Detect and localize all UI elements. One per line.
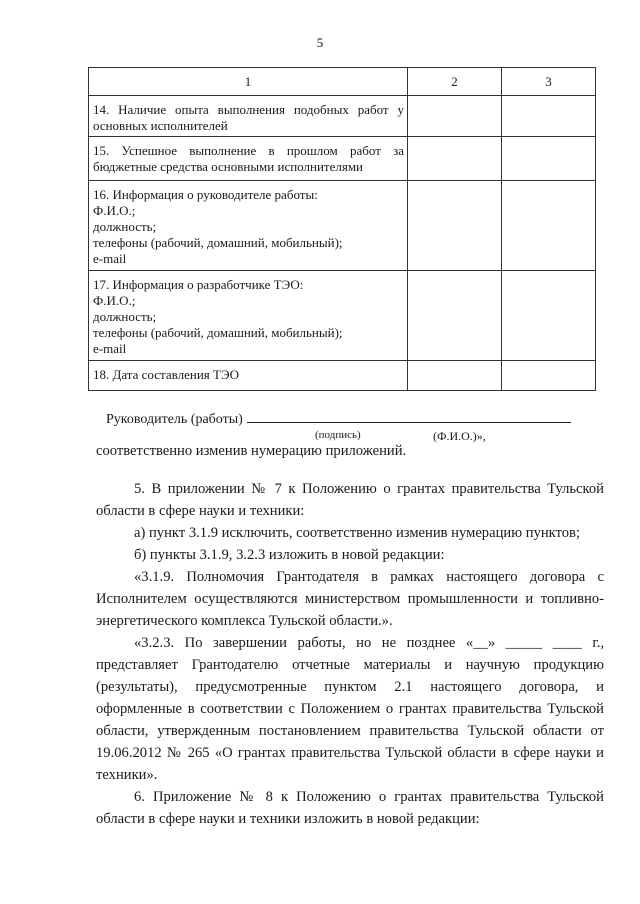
criterion-cell [89, 361, 408, 391]
criterion-text-line: бюджетные средства основными исполнителями [93, 159, 364, 174]
criterion-text-line: основных исполнителей [93, 118, 228, 133]
criterion-text-line: Ф.И.О.; [93, 293, 136, 308]
signature-caption-fio: (Ф.И.О.)», [433, 429, 486, 443]
table-row [89, 271, 596, 361]
amendment-section [96, 478, 604, 830]
value-cell[interactable] [502, 271, 596, 361]
value-cell[interactable] [408, 137, 502, 181]
paragraph-5: 5. В приложении № 7 к Положению о грантах правительства Тульской области в сфере науки и техники: [96, 481, 604, 519]
criterion-text-line: Ф.И.О.; [93, 203, 136, 218]
value-cell[interactable] [408, 271, 502, 361]
paragraph: соответственно изменив нумерацию приложений. [96, 443, 407, 459]
table-header-row [89, 68, 596, 96]
column-header: 1 [89, 68, 408, 96]
value-cell[interactable] [502, 361, 596, 391]
criterion-cell [89, 96, 408, 137]
criterion-text-line: телефоны (рабочий, домашний, мобильный); [93, 235, 343, 250]
criterion-cell [89, 271, 408, 361]
renumber-note [96, 440, 604, 462]
criterion-text-line: должность; [93, 219, 157, 234]
paragraph-5b: б) пункты 3.1.9, 3.2.3 изложить в новой редакции: [134, 547, 445, 563]
signature-underline [247, 408, 571, 423]
table-row [89, 137, 596, 181]
criterion-text-line: 15. Успешное выполнение в прошлом работ за [93, 143, 404, 158]
signature-caption-podpis: (подпись) [315, 429, 361, 441]
value-cell[interactable] [502, 96, 596, 137]
table-row [89, 361, 596, 391]
criterion-text-line: 17. Информация о разработчике ТЭО: [93, 277, 304, 292]
paragraph-3-1-9: «3.1.9. Полномочия Грантодателя в рамках настоящего договора с Исполнителем осуществляются министерством промышленности и топливно-энергетического комплекса Тульской области.». [96, 569, 604, 629]
criterion-cell [89, 181, 408, 271]
value-cell[interactable] [408, 96, 502, 137]
paragraph-3-2-3: «3.2.3. По завершении работы, но не позднее «__» _____ ____ г., представляет Грантодателю отчетные материалы и научную продукцию (результаты), предусмотренные пунктом 2.1 настоящего договора, и оформленные в соответствии с Положением о грантах правительства Тульской области, утвержденным постановлением правительства Тульской области от 19.06.2012 № 265 «О грантах правительства Тульской области в сфере науки и техники». [96, 635, 604, 783]
criterion-text-line: телефоны (рабочий, домашний, мобильный); [93, 325, 343, 340]
criterion-text-line: должность; [93, 309, 157, 324]
value-cell[interactable] [408, 361, 502, 391]
criterion-text-line: e-mail [93, 341, 127, 356]
table-row [89, 96, 596, 137]
signature-line [106, 408, 571, 428]
value-cell[interactable] [408, 181, 502, 271]
table-row [89, 181, 596, 271]
column-header: 2 [408, 68, 502, 96]
criterion-text-line: 18. Дата составления ТЭО [93, 367, 240, 382]
signature-label: Руководитель (работы) [106, 412, 243, 427]
criterion-cell [89, 137, 408, 181]
column-header: 3 [502, 68, 596, 96]
paragraph-5a: а) пункт 3.1.9 исключить, соответственно изменив нумерацию пунктов; [134, 525, 580, 541]
criterion-text-line: 16. Информация о руководителе работы: [93, 187, 318, 202]
criterion-text-line: 14. Наличие опыта выполнения подобных работ у [93, 102, 404, 117]
value-cell[interactable] [502, 181, 596, 271]
criterion-text-line: e-mail [93, 251, 127, 266]
value-cell[interactable] [502, 137, 596, 181]
page-number: 5 [316, 35, 324, 50]
paragraph-6: 6. Приложение № 8 к Положению о грантах правительства Тульской области в сфере науки и техники изложить в новой редакции: [96, 789, 604, 827]
evaluation-table [88, 67, 596, 391]
